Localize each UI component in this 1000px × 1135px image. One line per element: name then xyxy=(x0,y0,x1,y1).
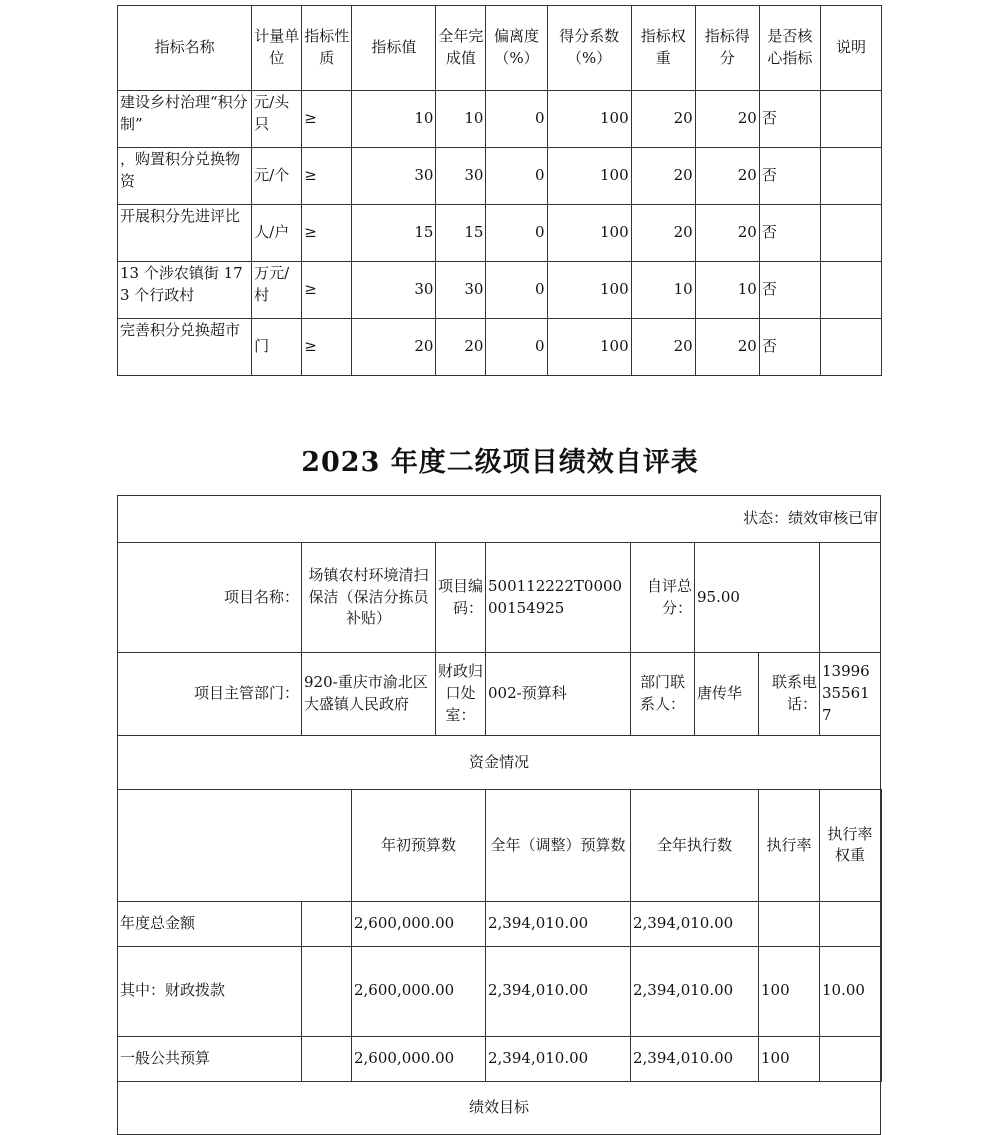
indicator-nature: ≥ xyxy=(302,319,352,376)
col-rate: 执行率 xyxy=(759,790,820,902)
col-initial-budget: 年初预算数 xyxy=(352,790,486,902)
performance-header: 绩效目标 xyxy=(118,1081,881,1134)
indicator-unit: 元/头只 xyxy=(252,91,302,148)
funds-initial: 2,600,000.00 xyxy=(352,1036,486,1081)
indicator-done: 20 xyxy=(436,319,486,376)
empty-cell xyxy=(302,946,352,1036)
indicator-done: 10 xyxy=(436,91,486,148)
empty-cell xyxy=(302,1036,352,1081)
header-value: 指标值 xyxy=(352,6,436,91)
contact-value: 唐传华 xyxy=(695,653,759,736)
indicator-score: 10 xyxy=(695,262,759,319)
indicator-nature: ≥ xyxy=(302,91,352,148)
header-deviation: 偏离度（%） xyxy=(486,6,547,91)
funds-executed: 2,394,010.00 xyxy=(631,901,759,946)
indicator-note xyxy=(820,262,881,319)
project-name-label: 项目名称： xyxy=(118,543,302,653)
dept-label: 项目主管部门： xyxy=(118,653,302,736)
header-weight: 指标权重 xyxy=(631,6,695,91)
indicator-done: 15 xyxy=(436,205,486,262)
indicator-deviation: 0 xyxy=(486,262,547,319)
empty-cell xyxy=(820,543,881,653)
col-executed: 全年执行数 xyxy=(631,790,759,902)
indicator-value: 30 xyxy=(352,148,436,205)
project-code-label: 项目编码： xyxy=(436,543,486,653)
funds-adjusted: 2,394,010.00 xyxy=(486,946,631,1036)
self-score-label: 自评总分： xyxy=(631,543,695,653)
table-row xyxy=(118,148,882,205)
funds-row-label: 年度总金额 xyxy=(118,901,302,946)
indicator-note xyxy=(820,205,881,262)
funds-header: 资金情况 xyxy=(118,736,881,790)
status-row xyxy=(118,496,882,543)
table-row xyxy=(118,319,882,376)
funds-rate-score xyxy=(881,1036,882,1081)
indicator-score: 20 xyxy=(695,148,759,205)
header-indicator-name: 指标名称 xyxy=(118,6,252,91)
indicator-value: 30 xyxy=(352,262,436,319)
indicator-weight: 20 xyxy=(631,205,695,262)
table-row xyxy=(118,205,882,262)
empty-cell xyxy=(118,790,352,902)
indicator-unit: 门 xyxy=(252,319,302,376)
funds-row-label: 其中：财政拨款 xyxy=(118,946,302,1036)
indicator-weight: 20 xyxy=(631,148,695,205)
finance-label: 财政归口处室： xyxy=(436,653,486,736)
indicator-name: 建设乡村治理“积分制” xyxy=(118,91,252,148)
header-done: 全年完成值 xyxy=(436,6,486,91)
indicator-deviation: 0 xyxy=(486,319,547,376)
indicator-core: 否 xyxy=(759,262,820,319)
indicator-deviation: 0 xyxy=(486,205,547,262)
indicator-score: 20 xyxy=(695,319,759,376)
funds-rate-weight xyxy=(820,901,881,946)
funds-rate-weight: 10.00 xyxy=(820,946,881,1036)
indicator-coef: 100 xyxy=(547,148,631,205)
indicator-weight: 20 xyxy=(631,91,695,148)
funds-adjusted: 2,394,010.00 xyxy=(486,1036,631,1081)
indicator-coef: 100 xyxy=(547,205,631,262)
indicator-unit: 万元/村 xyxy=(252,262,302,319)
header-score: 指标得分 xyxy=(695,6,759,91)
project-code: 500112222T000000154925 xyxy=(486,543,631,653)
funds-initial: 2,600,000.00 xyxy=(352,946,486,1036)
indicator-coef: 100 xyxy=(547,262,631,319)
table-row xyxy=(118,1036,882,1081)
col-rate-score xyxy=(881,790,882,902)
indicator-header-row xyxy=(118,6,882,91)
indicator-weight: 20 xyxy=(631,319,695,376)
department-row xyxy=(118,653,882,736)
project-row xyxy=(118,543,882,653)
performance-header-row xyxy=(118,1081,882,1134)
indicator-nature: ≥ xyxy=(302,262,352,319)
indicator-weight: 10 xyxy=(631,262,695,319)
empty-cell xyxy=(302,901,352,946)
page-title: 2023 年度二级项目绩效自评表 xyxy=(301,447,699,478)
indicator-deviation: 0 xyxy=(486,91,547,148)
indicator-core: 否 xyxy=(759,319,820,376)
header-nature: 指标性质 xyxy=(302,6,352,91)
phone-value: 13996355617 xyxy=(820,653,881,736)
indicator-note xyxy=(820,148,881,205)
indicator-coef: 100 xyxy=(547,319,631,376)
indicator-unit: 人/户 xyxy=(252,205,302,262)
table-row xyxy=(118,262,882,319)
indicator-score: 20 xyxy=(695,91,759,148)
indicator-done: 30 xyxy=(436,148,486,205)
self-score: 95.00 xyxy=(695,543,820,653)
indicator-name: 完善积分兑换超市 xyxy=(118,319,252,376)
col-adjusted-budget: 全年（调整）预算数 xyxy=(486,790,631,902)
indicator-done: 30 xyxy=(436,262,486,319)
funds-rate-score xyxy=(881,901,882,946)
header-unit: 计量单位 xyxy=(252,6,302,91)
funds-rate-weight xyxy=(820,1036,881,1081)
indicator-unit: 元/个 xyxy=(252,148,302,205)
table-row xyxy=(118,91,882,148)
indicator-name: ，购置积分兑换物资 xyxy=(118,148,252,205)
funds-executed: 2,394,010.00 xyxy=(631,1036,759,1081)
header-core: 是否核心指标 xyxy=(759,6,820,91)
col-rate-weight: 执行率权重 xyxy=(820,790,881,902)
indicator-score: 20 xyxy=(695,205,759,262)
indicator-value: 20 xyxy=(352,319,436,376)
funds-rate: 100 xyxy=(759,946,820,1036)
indicator-value: 15 xyxy=(352,205,436,262)
indicator-core: 否 xyxy=(759,205,820,262)
funds-initial: 2,600,000.00 xyxy=(352,901,486,946)
header-note: 说明 xyxy=(820,6,881,91)
funds-rate-score xyxy=(881,946,882,1036)
indicator-nature: ≥ xyxy=(302,148,352,205)
indicator-note xyxy=(820,319,881,376)
indicator-name: 开展积分先进评比 xyxy=(118,205,252,262)
phone-label: 联系电话： xyxy=(759,653,820,736)
indicator-core: 否 xyxy=(759,91,820,148)
header-coef: 得分系数（%） xyxy=(547,6,631,91)
finance-value: 002-预算科 xyxy=(486,653,631,736)
status-label: 状态：绩效审核已审 xyxy=(118,496,881,543)
indicator-table xyxy=(117,5,882,376)
contact-label: 部门联系人： xyxy=(631,653,695,736)
funds-rate: 100 xyxy=(759,1036,820,1081)
funds-executed: 2,394,010.00 xyxy=(631,946,759,1036)
indicator-nature: ≥ xyxy=(302,205,352,262)
funds-row-label: 一般公共预算 xyxy=(118,1036,302,1081)
project-name: 场镇农村环境清扫保洁（保洁分拣员补贴） xyxy=(302,543,436,653)
dept-value: 920-重庆市渝北区大盛镇人民政府 xyxy=(302,653,436,736)
indicator-core: 否 xyxy=(759,148,820,205)
evaluation-table xyxy=(117,495,882,1135)
funds-header-row xyxy=(118,736,882,790)
table-row xyxy=(118,901,882,946)
indicator-value: 10 xyxy=(352,91,436,148)
indicator-deviation: 0 xyxy=(486,148,547,205)
funds-columns-row xyxy=(118,790,882,902)
funds-adjusted: 2,394,010.00 xyxy=(486,901,631,946)
indicator-coef: 100 xyxy=(547,91,631,148)
table-row xyxy=(118,946,882,1036)
indicator-name: 13 个涉农镇街 173 个行政村 xyxy=(118,262,252,319)
funds-rate xyxy=(759,901,820,946)
indicator-note xyxy=(820,91,881,148)
